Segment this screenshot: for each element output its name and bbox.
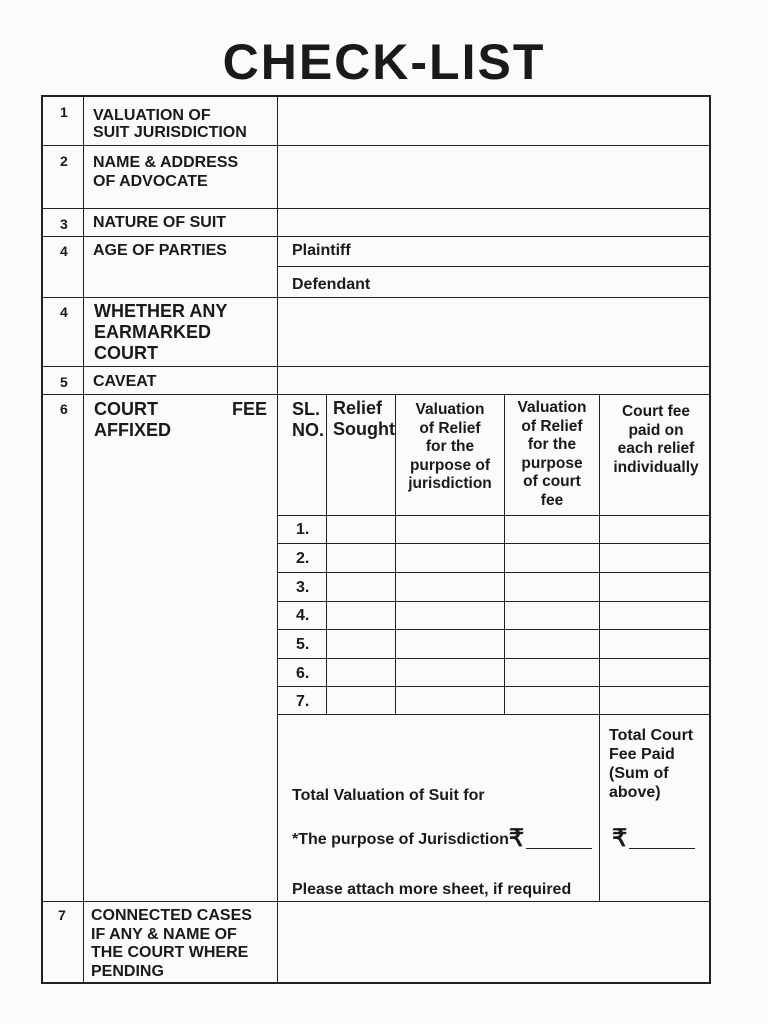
header-valuation-court-fee [506, 399, 598, 510]
row-label: VALUATION OF [93, 107, 211, 124]
row-label: EARMARKED [94, 322, 211, 342]
header-line: of Relief [521, 417, 583, 435]
divider [277, 95, 278, 984]
total-fee-label [609, 726, 693, 802]
header-line: for the [527, 436, 577, 453]
divider [277, 686, 711, 687]
divider [277, 601, 711, 602]
page-title: CHECK-LIST [222, 34, 546, 90]
header-line: Relief [333, 398, 383, 418]
divider [277, 266, 711, 267]
plaintiff-label: Plaintiff [292, 242, 351, 259]
earmarked-court-field[interactable] [279, 299, 709, 365]
row-number: 5 [60, 374, 68, 390]
caveat-field[interactable] [279, 368, 709, 393]
jurisdiction-total-blank[interactable] [526, 828, 592, 849]
header-court-fee-paid [601, 403, 711, 477]
divider [504, 394, 505, 714]
jurisdiction-valuation-field[interactable] [279, 97, 709, 144]
header-line: Court fee [621, 403, 691, 420]
row-number: 4 [60, 243, 68, 259]
divider [83, 95, 84, 984]
header-line: purpose [521, 454, 583, 472]
header-line: Valuation [517, 399, 587, 416]
rupee-icon: ₹ [508, 825, 525, 852]
header-line: of court [523, 473, 581, 490]
total-fee-line: Fee Paid [609, 746, 675, 763]
header-line: jurisdiction [408, 475, 492, 492]
jurisdiction-total-line [292, 825, 592, 852]
total-valuation-label: Total Valuation of Suit for [292, 787, 485, 804]
row-label: IF ANY & NAME OF [91, 926, 237, 943]
row-label: THE COURT WHERE [91, 944, 249, 961]
total-fee-blank[interactable] [629, 828, 695, 849]
serial-number: 6. [296, 665, 310, 682]
rupee-icon: ₹ [612, 825, 628, 852]
serial-number: 1. [296, 521, 310, 538]
row-label: SUIT JURISDICTION [93, 124, 247, 141]
header-line: each relief [617, 440, 695, 457]
row-label: WHETHER ANY [94, 301, 228, 321]
advocate-field[interactable] [279, 147, 709, 207]
row-label: COURT [94, 343, 158, 363]
divider [41, 297, 711, 298]
nature-of-suit-field[interactable] [279, 210, 709, 235]
header-valuation-jurisdiction [397, 401, 503, 494]
header-line: purpose of [409, 456, 491, 474]
divider [41, 145, 711, 146]
divider [41, 208, 711, 209]
total-fee-line: above) [609, 784, 661, 801]
divider [277, 658, 711, 659]
total-fee-amount-line [612, 825, 695, 852]
defendant-label: Defendant [292, 276, 371, 293]
header-line: individually [613, 458, 699, 476]
row-number: 6 [60, 401, 68, 417]
attach-note: Please attach more sheet, if required [292, 881, 572, 898]
serial-number: 7. [296, 693, 310, 710]
header-line: Sought [333, 419, 395, 439]
row-label: AGE OF PARTIES [93, 242, 227, 259]
row-label: NATURE OF SUIT [93, 214, 227, 231]
header-line: paid on [628, 421, 684, 439]
connected-cases-field[interactable] [279, 903, 709, 983]
divider [41, 901, 711, 902]
total-fee-line: Total Court [609, 727, 694, 744]
row-label: PENDING [91, 963, 164, 980]
header-line: Valuation [415, 401, 485, 418]
header-line: fee [540, 491, 564, 509]
total-fee-line: (Sum of [609, 765, 669, 782]
header-line: NO. [292, 420, 325, 440]
divider [277, 515, 711, 516]
row-label: AFFIXED [94, 420, 172, 440]
row-label: FEE [232, 399, 268, 419]
row-number: 4 [60, 304, 68, 320]
serial-number: 2. [296, 550, 310, 567]
row-number: 3 [60, 216, 68, 232]
divider [277, 629, 711, 630]
serial-number: 5. [296, 636, 310, 653]
row-label: CAVEAT [93, 373, 157, 390]
row-number: 2 [60, 153, 68, 169]
divider [395, 394, 396, 714]
divider [277, 714, 711, 715]
row-number: 7 [58, 907, 66, 923]
serial-number: 3. [296, 579, 310, 596]
divider [41, 394, 711, 395]
row-label: OF ADVOCATE [93, 173, 208, 190]
divider [277, 543, 711, 544]
header-sl-no [292, 399, 324, 441]
header-line: of Relief [419, 419, 481, 437]
divider [277, 572, 711, 573]
row-label: COURT [94, 399, 158, 419]
row-label: CONNECTED CASES [91, 907, 252, 924]
divider [599, 394, 600, 901]
purpose-label: *The purpose of Jurisdiction [292, 831, 509, 848]
divider [41, 366, 711, 367]
divider [326, 394, 327, 714]
row-number: 1 [60, 104, 68, 120]
serial-number: 4. [296, 607, 310, 624]
header-line: SL. [292, 399, 321, 419]
header-relief-sought [333, 398, 395, 440]
header-line: for the [425, 438, 475, 455]
row-label: NAME & ADDRESS [93, 154, 239, 171]
divider [41, 236, 711, 237]
